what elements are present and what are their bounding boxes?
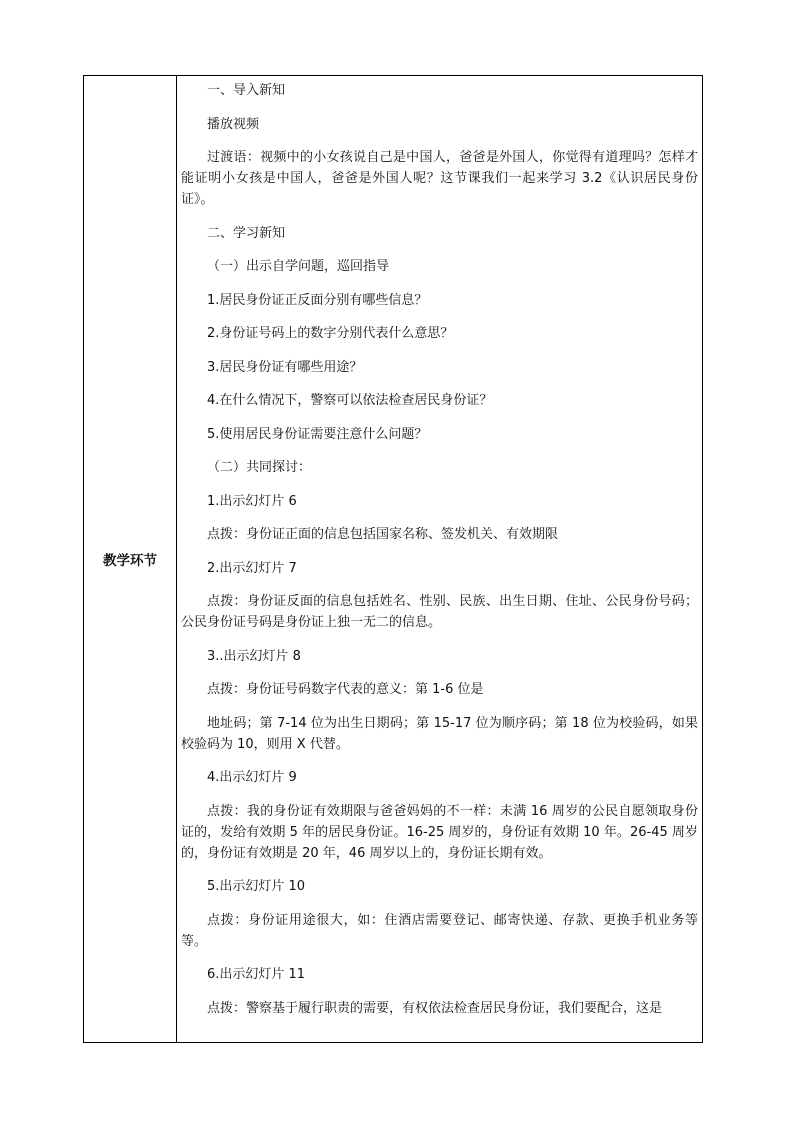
hint-slide-9: 点拨：我的身份证有效期限与爸爸妈妈的不一样：未满 16 周岁的公民自愿领取身份证的，发给有效期 5 年的居民身份证。16-25 周岁的，身份证有效期 10 年。26-45 周岁的，身份证有效期是 20 年，46 周岁以上的，身份证长期有效。 — [181, 803, 698, 861]
question-item-3: 3.居民身份证有哪些用途？ — [207, 359, 363, 375]
slide-item-6: 1.出示幻灯片 6 — [207, 493, 297, 509]
heading-learn-new: 二、学习新知 — [207, 225, 286, 241]
table-row — [84, 76, 703, 1043]
hint-slide-8: 点拨：身份证号码数字代表的意义：第 1-6 位是 — [207, 682, 484, 697]
question-item-4: 4.在什么情况下，警察可以依法检查居民身份证？ — [207, 393, 493, 408]
slide-item-9: 4.出示幻灯片 9 — [207, 770, 297, 785]
hint-slide-8-continued: 地址码；第 7-14 位为出生日期码；第 15-17 位为顺序码；第 18 位为校验码，如果校验码为 10，则用 X 代替。 — [181, 715, 698, 752]
subheading-discussion: （二）共同探讨： — [207, 460, 312, 475]
slide-item-11: 6.出示幻灯片 11 — [207, 967, 306, 982]
hint-slide-10: 点拨：身份证用途很大，如：住酒店需要登记、邮寄快递、存款、更换手机业务等等。 — [181, 912, 698, 949]
question-item-2: 2.身份证号码上的数字分别代表什么意思？ — [207, 326, 454, 341]
subheading-self-study: （一）出示自学问题，巡回指导 — [207, 259, 390, 274]
paragraph-play-video: 播放视频 — [207, 116, 260, 132]
section-label: 教学环节 — [103, 553, 157, 569]
slide-item-10: 5.出示幻灯片 10 — [207, 879, 306, 894]
section-label-cell — [84, 76, 177, 1043]
hint-slide-6: 点拨：身份证正面的信息包括国家名称、签发机关、有效期限 — [207, 527, 559, 542]
section-content — [177, 76, 702, 1042]
lesson-plan-table — [83, 75, 703, 1043]
slide-item-8: 3..出示幻灯片 8 — [207, 648, 301, 664]
hint-slide-7: 点拨：身份证反面的信息包括姓名、性别、民族、出生日期、住址、公民身份号码；公民身份证号码是身份证上独一无二的信息。 — [181, 594, 698, 630]
question-item-1: 1.居民身份证正反面分别有哪些信息？ — [207, 292, 428, 308]
slide-item-7: 2.出示幻灯片 7 — [207, 560, 297, 576]
heading-intro: 一、导入新知 — [207, 83, 286, 98]
paragraph-transition: 过渡语：视频中的小女孩说自己是中国人，爸爸是外国人，你觉得有道理吗？怎样才能证明小女孩是中国人，爸爸是外国人呢？这节课我们一起来学习 3.2《认识居民身份证》。 — [181, 150, 698, 207]
section-content-cell — [177, 76, 703, 1043]
hint-slide-11: 点拨：警察基于履行职责的需要，有权依法检查居民身份证，我们要配合，这是 — [207, 1000, 663, 1016]
question-item-5: 5.使用居民身份证需要注意什么问题？ — [207, 426, 428, 442]
